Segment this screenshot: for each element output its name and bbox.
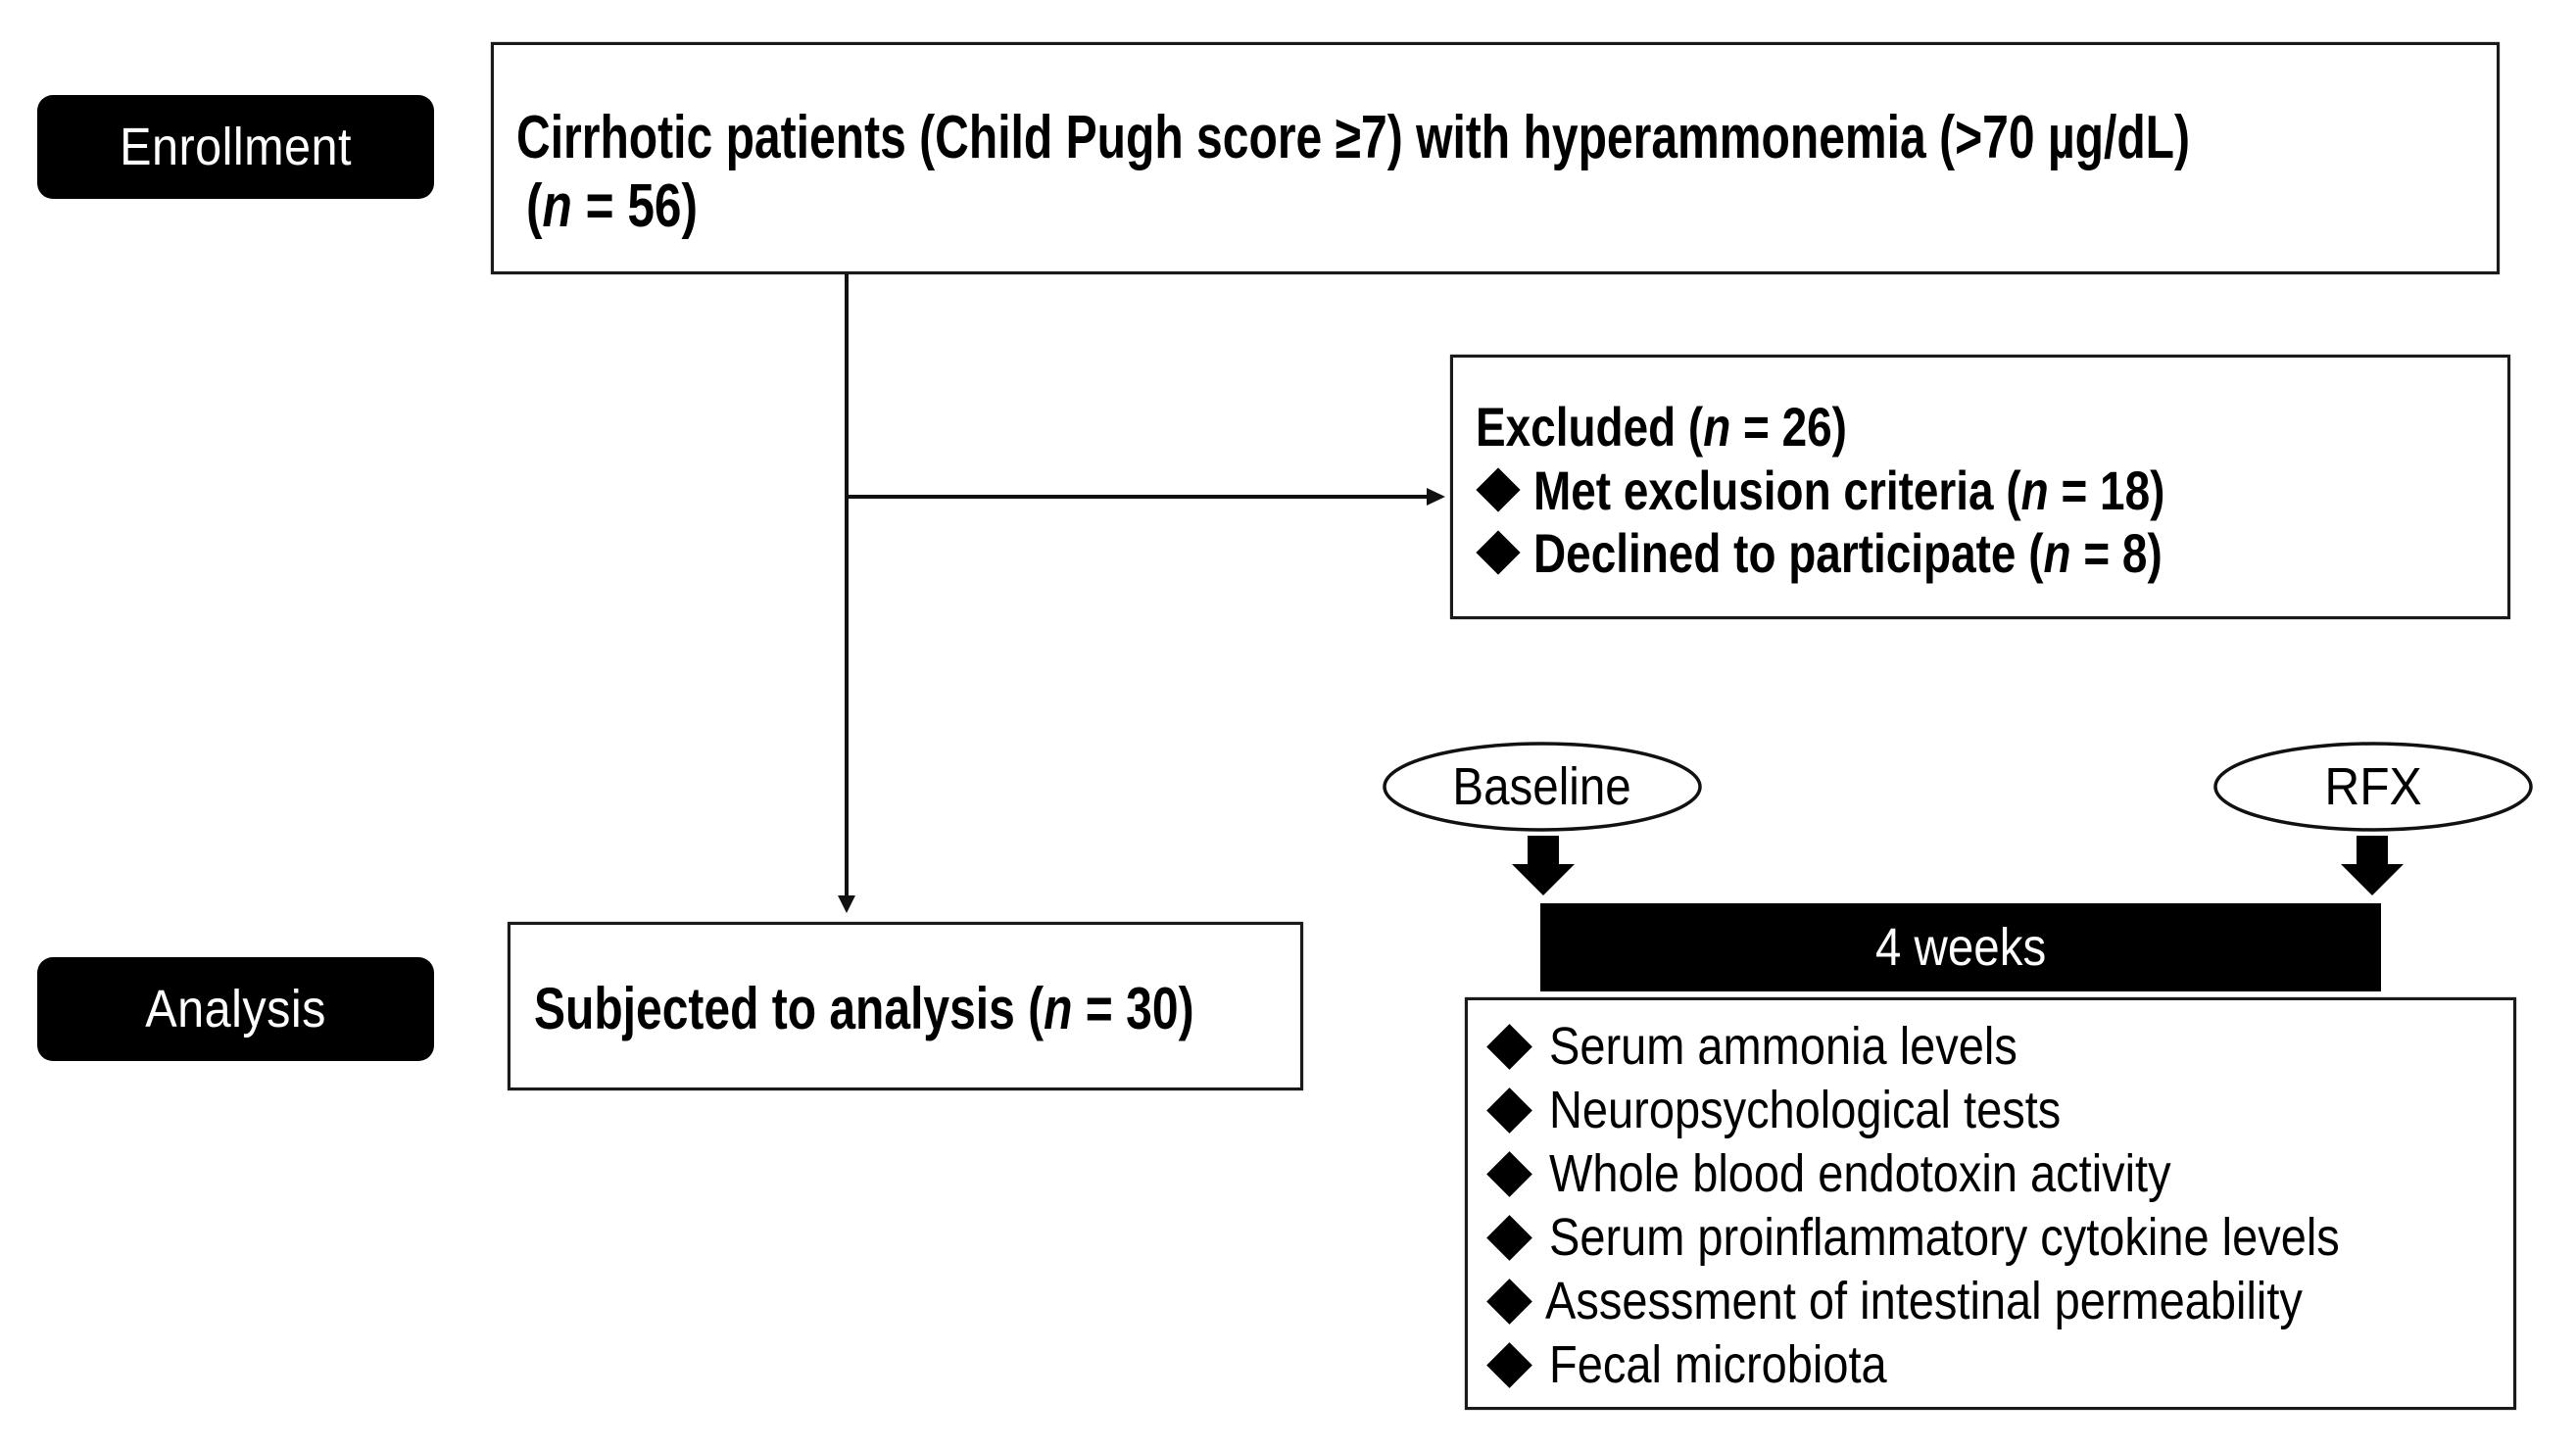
diamond-bullet-icon — [1486, 1151, 1532, 1197]
duration-bar — [1540, 903, 2381, 991]
rfx-block-arrow-icon — [2341, 836, 2404, 895]
analysis-count: = 30) — [1072, 976, 1194, 1041]
diamond-bullet-icon — [1486, 1087, 1532, 1134]
baseline-text: Baseline — [1452, 757, 1632, 816]
paren-open: ( — [526, 172, 543, 240]
diamond-bullet-icon — [1486, 1342, 1532, 1388]
excluded-item-label: Met exclusion criteria ( — [1533, 459, 2021, 521]
count-value: = 56) — [571, 172, 699, 240]
diamond-bullet-icon — [1486, 1279, 1532, 1325]
n-variable: n — [542, 172, 572, 240]
excluded-item-count: = 18) — [2048, 459, 2165, 521]
duration-text: 4 weeks — [1874, 918, 2047, 977]
assessment-item-text: Assessment of intestinal permeability — [1545, 1272, 2303, 1330]
diamond-bullet-icon — [1486, 1215, 1532, 1261]
excluded-title-count: = 26) — [1730, 396, 1847, 458]
assessment-item — [1485, 1142, 2263, 1205]
assessment-item — [1485, 1079, 2137, 1141]
rfx-label — [2215, 754, 2531, 819]
right-arrowhead-icon — [1427, 488, 1445, 506]
baseline-label — [1385, 754, 1700, 819]
assessment-item — [1485, 1206, 2457, 1269]
excluded-item-count: = 8) — [2070, 521, 2163, 584]
analysis-stage-text: Analysis — [145, 980, 326, 1038]
assessment-item-text: Serum proinflammatory cytokine levels — [1549, 1208, 2340, 1267]
assessment-item-text: Whole blood endotoxin activity — [1549, 1144, 2171, 1203]
assessment-item — [1485, 1015, 2087, 1078]
assessment-item-text: Serum ammonia levels — [1549, 1017, 2017, 1076]
baseline-block-arrow-icon — [1512, 836, 1575, 895]
rfx-text: RFX — [2324, 757, 2422, 816]
assessment-item — [1485, 1270, 2415, 1332]
down-arrowhead-icon — [838, 895, 855, 913]
excluded-item-label: Declined to participate ( — [1533, 521, 2044, 584]
enrollment-stage-text: Enrollment — [120, 118, 352, 176]
n-variable: n — [1044, 976, 1073, 1041]
enrollment-criteria-text: Cirrhotic patients (Child Pugh score ≥7) with hyperammonemia (>70 µg/dL) — [516, 104, 2191, 171]
assessment-item-text: Neuropsychological tests — [1549, 1081, 2062, 1139]
n-variable: n — [2043, 521, 2071, 584]
excluded-title-label: Excluded ( — [1476, 396, 1704, 458]
assessments-box — [1465, 997, 2516, 1410]
diamond-bullet-icon — [1486, 1024, 1532, 1070]
n-variable: n — [2020, 459, 2049, 521]
assessment-item — [1485, 1333, 1937, 1396]
assessment-item-text: Fecal microbiota — [1549, 1335, 1887, 1394]
analysis-label: Subjected to analysis ( — [534, 976, 1045, 1041]
n-variable: n — [1703, 396, 1731, 458]
